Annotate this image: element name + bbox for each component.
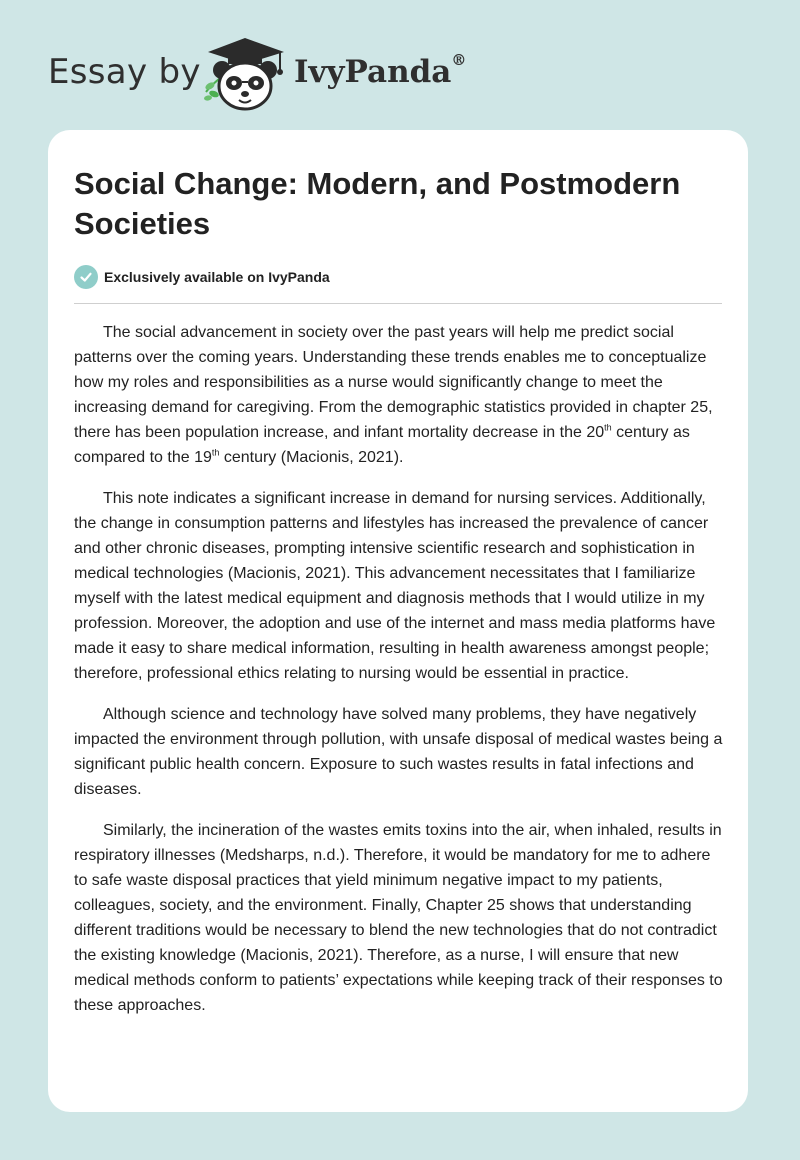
check-icon [74, 265, 98, 289]
ivypanda-wordmark[interactable]: IvyPanda® [294, 50, 467, 90]
panda-graduate-logo-icon[interactable] [202, 34, 288, 112]
divider [74, 303, 722, 304]
exclusive-badge [74, 264, 330, 290]
exclusive-badge-label: Exclusively available on IvyPanda [104, 269, 330, 285]
paragraph-3: Although science and technology have solved many problems, they have negatively impacted the environment through pollution, with unsafe disposal of medical wastes being a significant public health concern. Exposure to such wastes results in fatal infections and diseases. [74, 706, 723, 798]
paragraph-4: Similarly, the incineration of the wastes emits toxins into the air, when inhaled, results in respiratory illnesses (Medsharps, n.d.). Therefore, it would be mandatory for me to adhere to safe waste disposal practices that yield minimum negative impact to my patients, colleagues, society, and the environment. Finally, Chapter 25 shows that understanding different traditions would be necessary to blend the new technologies that do not contradict the existing knowledge (Macionis, 2021). Therefore, as a nurse, I will ensure that new medical methods conform to patients’ expectations while keeping track of their responses to these approaches. [74, 822, 723, 1014]
essay-by-label: Essay by [48, 52, 201, 92]
essay-body [74, 320, 726, 1034]
essay-title: Social Change: Modern, and Postmodern Societies [74, 166, 681, 241]
paragraph-1: The social advancement in society over the past years will help me predict social patterns over the coming years. Understanding these trends enables me to conceptualize how my roles and responsibilities as a nurse would significantly change to meet the increasing demand for caregiving. From the demographic statistics provided in chapter 25, there has been population increase, and infant mortality decrease in the 20th century as compared to the 19th century (Macionis, 2021). [74, 324, 713, 466]
paragraph-2: This note indicates a significant increase in demand for nursing services. Additionally, the change in consumption patterns and lifestyles has increased the prevalence of cancer and other chronic diseases, prompting intensive scientific research and sophistication in medical technologies (Macionis, 2021). This advancement necessitates that I familiarize myself with the latest medical equipment and diagnosis methods that I would utilize in my profession. Moreover, the adoption and use of the internet and mass media platforms have made it easy to share medical information, resulting in health awareness amongst people; therefore, professional ethics relating to nursing would be essential in practice. [74, 490, 716, 682]
essay-card [48, 130, 748, 1112]
site-header [48, 34, 748, 114]
